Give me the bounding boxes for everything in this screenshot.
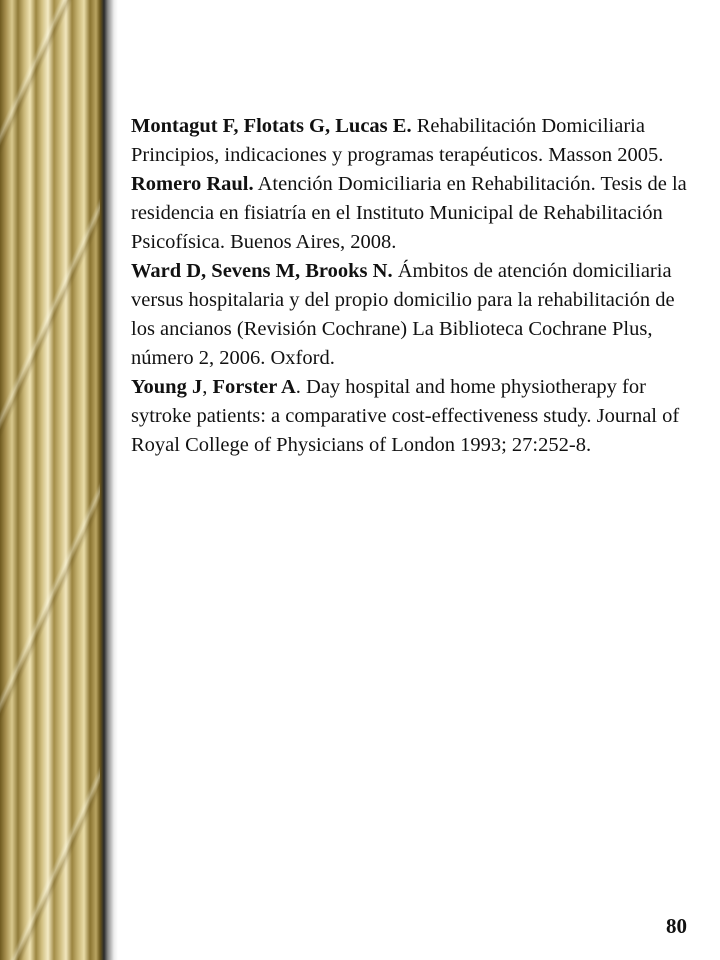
decorative-gold-column	[0, 0, 118, 960]
reference-authors: Ward D, Sevens M, Brooks N.	[131, 260, 393, 282]
reference-ward	[131, 257, 701, 373]
reference-author-forster: Forster A	[212, 376, 296, 398]
reference-authors: Montagut F, Flotats G, Lucas E.	[131, 115, 412, 137]
reference-text: Rehabilitación Domiciliaria Principios, indicaciones y programas terapéuticos. Masson 2005.	[131, 115, 664, 166]
reference-text: Atención Domiciliaria en Rehabilitación. Tesis de la residencia en fisiatría en el Instituto Municipal de Rehabilitación Psicofísica. Buenos Aires, 2008.	[131, 173, 687, 253]
page-number: 80	[666, 914, 687, 938]
reference-montagut	[131, 112, 701, 170]
reference-authors: Romero Raul.	[131, 173, 254, 195]
reference-text: . Day hospital and home physiotherapy for sytroke patients: a comparative cost-effectiveness study. Journal of Royal College of Physicians of London 1993; 27:252-8.	[131, 376, 680, 456]
reference-romero	[131, 170, 701, 257]
reference-author-young: Young J	[131, 376, 203, 398]
reference-young	[131, 373, 701, 460]
reference-list	[131, 112, 701, 460]
reference-author-separator: ,	[202, 376, 213, 398]
reference-text: Ámbitos de atención domiciliaria versus hospitalaria y del propio domicilio para la rehabilitación de los ancianos (Revisión Cochrane) La Biblioteca Cochrane Plus, número 2, 2006. Oxford.	[131, 260, 675, 369]
